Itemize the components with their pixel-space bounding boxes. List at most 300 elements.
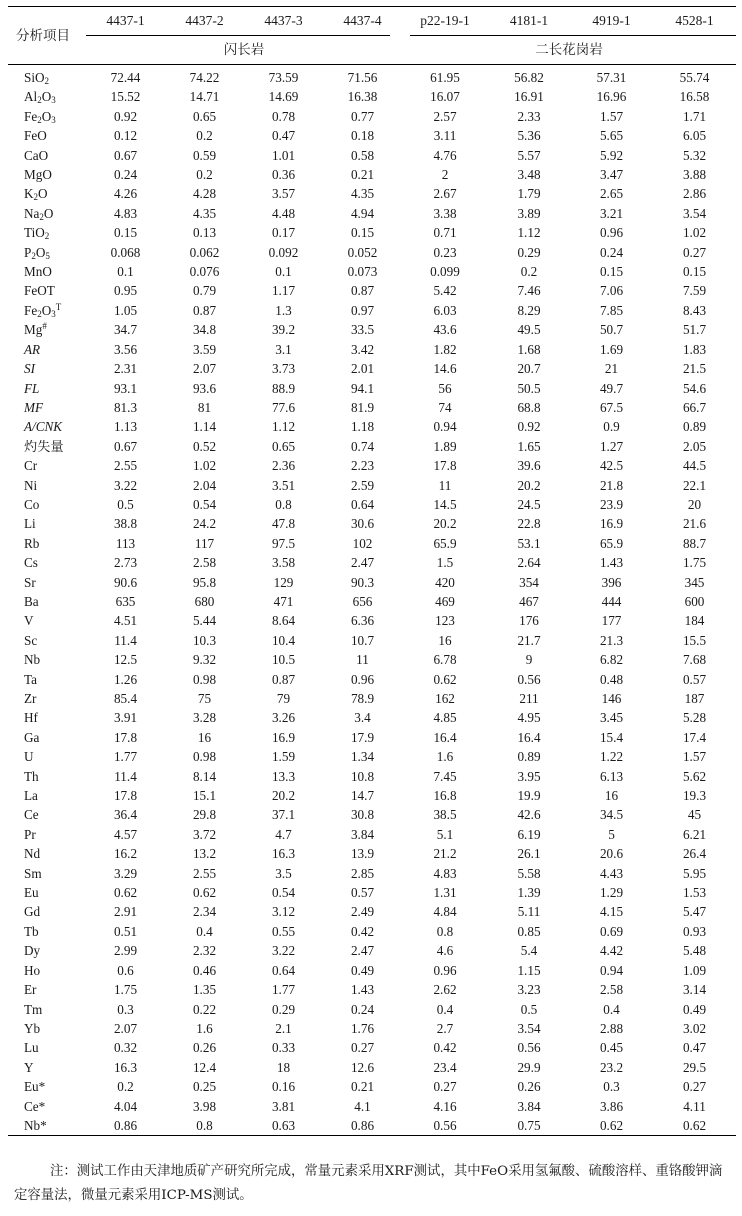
table-cell: 1.01: [271, 147, 296, 163]
table-cell: 5.48: [682, 943, 707, 959]
table-cell: 600: [684, 593, 705, 609]
table-row: [8, 941, 736, 960]
table-cell: 0.56: [517, 671, 541, 687]
table-cell: 81.3: [113, 399, 138, 415]
table-cell: 3.81: [271, 1098, 296, 1114]
table-cell: 11: [438, 477, 452, 493]
table-cell: 1.17: [271, 283, 296, 299]
table-cell: 81: [197, 399, 212, 415]
table-row: [8, 708, 736, 727]
table-cell: 0.86: [323, 1116, 402, 1136]
table-row: [8, 883, 736, 902]
table-cell: 0.2: [196, 128, 213, 144]
table-body: [8, 65, 736, 1136]
table-cell: 0.49: [350, 962, 375, 978]
table-row: [8, 398, 736, 417]
table-cell: 184: [684, 613, 705, 629]
table-cell: 16.07: [430, 89, 460, 105]
table-cell: 0.8: [165, 1116, 244, 1136]
table-cell: 13.2: [192, 846, 217, 862]
table-cell: 16.3: [271, 846, 296, 862]
table-cell: 20.6: [599, 846, 624, 862]
table-cell: 3.47: [599, 167, 624, 183]
row-label: Li: [24, 516, 36, 532]
table-row: [8, 534, 736, 553]
table-cell: 29.8: [192, 807, 217, 823]
table-cell: 1.68: [517, 341, 541, 357]
table-cell: 24.5: [517, 496, 541, 512]
table-cell: 10.5: [271, 652, 296, 668]
table-cell: 345: [684, 574, 705, 590]
table-row: [8, 902, 736, 921]
table-cell: 0.33: [271, 1040, 296, 1056]
table-cell: 73.59: [268, 70, 299, 85]
table-cell: 4.84: [433, 904, 457, 920]
table-cell: 17.8: [113, 729, 138, 745]
table-cell: 2.62: [433, 982, 457, 998]
table-cell: 7.45: [433, 768, 457, 784]
table-cell: 5.42: [433, 283, 457, 299]
table-cell: 21.8: [599, 477, 624, 493]
row-label: V: [24, 613, 34, 629]
table-cell: 0.45: [599, 1040, 624, 1056]
table-cell: 4.83: [113, 205, 138, 221]
table-cell: 29.9: [517, 1059, 541, 1075]
table-cell: 47.8: [271, 516, 296, 532]
row-label: MnO: [24, 264, 52, 280]
table-cell: 3.57: [271, 186, 296, 202]
row-label: $Fe_2O_3^T$: [24, 301, 62, 319]
table-cell: 0.24: [350, 1001, 375, 1017]
table-cell: 3.48: [517, 167, 541, 183]
table-cell: 0.22: [192, 1001, 217, 1017]
table-cell: 2.59: [350, 477, 375, 493]
table-cell: 0.8: [275, 496, 292, 512]
table-cell: 11.4: [114, 768, 137, 784]
table-row: [8, 146, 736, 165]
table-cell: 77.6: [271, 399, 296, 415]
table-cell: 53.1: [517, 535, 541, 551]
table-cell: 2.47: [350, 943, 375, 959]
table-cell: 211: [519, 691, 539, 706]
table-cell: 3.88: [682, 167, 707, 183]
table-cell: 0.62: [653, 1116, 736, 1136]
table-cell: 93.6: [192, 380, 217, 396]
table-cell: 2.32: [192, 943, 217, 959]
table-row: [8, 689, 736, 708]
table-cell: 1.79: [517, 186, 541, 202]
table-cell: 4.83: [433, 865, 457, 881]
table-cell: 113: [115, 535, 136, 551]
table-cell: 471: [273, 593, 294, 609]
table-cell: 1.65: [517, 438, 541, 454]
table-cell: 3.11: [433, 128, 457, 144]
row-label: Hf: [24, 710, 38, 726]
table-cell: 20.2: [517, 477, 541, 493]
row-label: Ta: [24, 671, 37, 687]
table-cell: 0.32: [113, 1040, 138, 1056]
table-cell: 95.8: [192, 574, 217, 590]
table-row: [8, 281, 736, 300]
table-cell: 88.9: [271, 380, 296, 396]
table-cell: 2.23: [350, 458, 375, 474]
sample-header: 4437-1: [86, 7, 165, 36]
table-cell: 0.1: [117, 264, 134, 280]
table-row: [8, 301, 736, 320]
table-cell: 2.04: [192, 477, 217, 493]
table-cell: 3.86: [599, 1098, 624, 1114]
table-cell: 0.4: [603, 1001, 620, 1017]
table-cell: 0.74: [350, 438, 375, 454]
table-row: [8, 825, 736, 844]
table-cell: 0.2: [117, 1079, 134, 1095]
table-cell: 1.53: [682, 885, 707, 901]
table-cell: 1.3: [275, 302, 292, 318]
table-row: [8, 340, 736, 359]
table-cell: 3.14: [682, 982, 707, 998]
table-cell: 0.94: [433, 419, 457, 435]
table-cell: 1.39: [517, 885, 541, 901]
table-cell: 0.5: [520, 1001, 538, 1017]
table-cell: 8.43: [682, 302, 707, 318]
row-label: Co: [24, 496, 40, 512]
table-cell: 2.99: [113, 943, 138, 959]
sample-header: 4181-1: [488, 7, 570, 36]
table-cell: 16.9: [599, 516, 624, 532]
table-row: [8, 1000, 736, 1019]
table-cell: 2.55: [192, 865, 217, 881]
table-cell: 36.4: [113, 807, 138, 823]
table-cell: 0.52: [192, 438, 217, 454]
table-cell: 88.7: [682, 535, 707, 551]
sample-header: 4919-1: [570, 7, 653, 36]
table-cell: 1.09: [682, 962, 707, 978]
table-cell: 3.95: [517, 768, 541, 784]
table-cell: 1.82: [433, 341, 457, 357]
table-row: [8, 456, 736, 475]
row-label: Sc: [24, 632, 38, 648]
table-cell: 420: [435, 574, 455, 590]
table-cell: 0.062: [189, 244, 220, 260]
table-cell: 1.35: [192, 982, 217, 998]
table-cell: 26.1: [517, 846, 541, 862]
table-cell: 3.12: [271, 904, 296, 920]
table-cell: 16: [438, 632, 452, 648]
table-cell: 21: [604, 361, 619, 377]
table-cell: 0.092: [268, 244, 299, 260]
table-cell: 94.1: [350, 380, 375, 396]
table-cell: 3.73: [271, 361, 296, 377]
table-cell: 4.26: [113, 186, 138, 202]
table-cell: 1.22: [599, 749, 624, 765]
row-label: Sm: [24, 865, 42, 881]
table-cell: 0.42: [350, 923, 375, 939]
table-cell: 14.6: [433, 361, 457, 377]
table-cell: 7.59: [682, 283, 707, 299]
table-cell: 3.38: [433, 205, 457, 221]
table-cell: 14.71: [189, 89, 220, 105]
table-cell: 38.5: [433, 807, 457, 823]
table-cell: 7.68: [682, 652, 707, 668]
table-cell: 22.1: [682, 477, 707, 493]
row-label: U: [24, 749, 34, 765]
table-cell: 176: [519, 613, 539, 629]
table-cell: 21.5: [682, 361, 707, 377]
sample-header: 4528-1: [653, 7, 736, 36]
table-cell: 2: [441, 167, 449, 183]
table-cell: 3.56: [113, 341, 138, 357]
table-cell: 20.7: [517, 361, 541, 377]
row-label: FL: [24, 380, 40, 396]
table-cell: 13.3: [271, 768, 296, 784]
table-row: [8, 1077, 736, 1096]
table-cell: 0.62: [433, 671, 457, 687]
table-row: [8, 243, 736, 262]
table-cell: 0.78: [271, 108, 296, 124]
table-cell: 0.95: [113, 283, 138, 299]
table-cell: 0.29: [271, 1001, 296, 1017]
table-cell: 177: [601, 613, 622, 629]
table-cell: 0.16: [271, 1079, 296, 1095]
table-cell: 0.59: [192, 147, 217, 163]
table-cell: 0.67: [113, 147, 138, 163]
table-cell: 66.7: [682, 399, 707, 415]
table-cell: 10.7: [350, 632, 375, 648]
table-row: [8, 126, 736, 145]
table-cell: 0.69: [599, 923, 624, 939]
table-cell: 1.31: [433, 885, 457, 901]
table-cell: 93.1: [113, 380, 138, 396]
sample-header: 4437-4: [323, 7, 402, 36]
table-cell: 0.64: [271, 962, 296, 978]
table-cell: 68.8: [517, 399, 541, 415]
table-cell: 85.4: [113, 691, 138, 706]
table-row: [8, 437, 736, 456]
table-cell: 17.9: [350, 729, 375, 745]
group-label: 二长花岗岩: [535, 42, 603, 57]
table-cell: 0.1: [275, 264, 292, 280]
table-cell: 0.099: [430, 264, 460, 280]
table-cell: 0.87: [271, 671, 296, 687]
table-cell: 1.59: [271, 749, 296, 765]
table-cell: 6.82: [599, 652, 624, 668]
table-cell: 4.94: [350, 205, 375, 221]
table-cell: 5.4: [520, 943, 538, 959]
table-cell: 0.26: [517, 1079, 541, 1095]
table-cell: 0.3: [603, 1079, 620, 1095]
table-cell: 3.02: [682, 1020, 707, 1036]
table-cell: 33.5: [350, 322, 375, 338]
table-cell: 3.22: [271, 943, 296, 959]
table-cell: 1.75: [113, 982, 138, 998]
table-cell: 1.57: [599, 108, 624, 124]
table-cell: 0.92: [113, 108, 138, 124]
table-cell: 0.8: [436, 923, 454, 939]
table-cell: 6.03: [433, 302, 457, 318]
table-cell: 12.4: [192, 1059, 217, 1075]
table-row: [8, 592, 736, 611]
table-row: [8, 379, 736, 398]
table-cell: 0.96: [350, 671, 375, 687]
table-cell: 0.6: [117, 962, 134, 978]
table-cell: 1.83: [682, 341, 707, 357]
table-cell: 0.17: [271, 225, 296, 241]
table-row: [8, 1097, 736, 1116]
table-cell: 16.3: [113, 1059, 138, 1075]
table-cell: 21.6: [682, 516, 707, 532]
table-cell: 14.7: [350, 788, 375, 804]
table-cell: 71.56: [347, 70, 378, 85]
table-cell: 17.8: [433, 458, 457, 474]
table-cell: 12.5: [113, 652, 138, 668]
table-footnote: 注：测试工作由天津地质矿产研究所完成，常量元素采用XRF测试，其中FeO采用氢氟酸、硫酸溶样、重铬酸钾滴定容量法，微量元素采用ICP-MS测试。: [14, 1164, 723, 1203]
table-cell: 354: [519, 574, 539, 590]
table-cell: 0.27: [682, 1079, 707, 1095]
table-cell: 45: [687, 807, 702, 823]
row-label: FeO: [24, 128, 47, 144]
table-cell: 0.27: [433, 1079, 457, 1095]
table-cell: 3.54: [682, 205, 707, 221]
table-cell: 0.98: [192, 749, 217, 765]
table-cell: 90.3: [350, 574, 375, 590]
table-cell: 6.13: [599, 768, 624, 784]
table-cell: 0.51: [113, 923, 138, 939]
row-label: $Fe_2O_3$: [24, 108, 56, 125]
table-cell: 1.34: [350, 749, 375, 765]
table-cell: 1.14: [192, 419, 217, 435]
table-cell: 5.95: [682, 865, 707, 881]
table-row: [8, 359, 736, 378]
table-cell: 21.2: [433, 846, 457, 862]
table-cell: 0.77: [350, 108, 375, 124]
table-cell: 0.3: [117, 1001, 134, 1017]
table-cell: 0.5: [117, 496, 134, 512]
table-cell: 0.89: [682, 419, 707, 435]
table-cell: 469: [435, 593, 455, 609]
table-cell: 3.42: [350, 341, 375, 357]
table-cell: 0.79: [192, 283, 217, 299]
table-cell: 0.42: [433, 1040, 457, 1056]
table-cell: 0.48: [599, 671, 624, 687]
table-cell: 0.2: [520, 264, 538, 280]
table-cell: 61.95: [430, 70, 460, 85]
table-cell: 3.5: [275, 865, 292, 881]
table-cell: 6.36: [350, 613, 375, 629]
group-header-diorite: [86, 35, 402, 65]
table-cell: 8.29: [517, 302, 541, 318]
group-header-granite: [402, 35, 736, 65]
table-cell: 0.96: [433, 962, 457, 978]
table-cell: 22.8: [517, 516, 541, 532]
table-cell: 0.93: [682, 923, 707, 939]
table-cell: 56: [438, 380, 452, 396]
table-cell: 5.36: [517, 128, 541, 144]
table-cell: 1.26: [113, 671, 138, 687]
table-cell: 635: [115, 593, 136, 609]
row-label: A/CNK: [24, 419, 63, 435]
sample-header: 4437-2: [165, 7, 244, 36]
table-cell: 1.05: [113, 302, 138, 318]
table-cell: 4.15: [599, 904, 624, 920]
table-cell: 50.7: [599, 322, 624, 338]
table-cell: 5.11: [517, 904, 541, 920]
table-cell: 20.2: [271, 788, 296, 804]
table-cell: 2.07: [113, 1020, 138, 1036]
row-label: Th: [24, 768, 39, 784]
row-label: Yb: [24, 1020, 41, 1036]
geochem-table: [8, 6, 736, 1136]
table-cell: 0.4: [196, 923, 213, 939]
table-cell: 1.6: [196, 1020, 213, 1036]
table-cell: 57.31: [596, 70, 627, 85]
table-cell: 2.67: [433, 186, 457, 202]
row-label: FeOT: [24, 283, 55, 299]
table-cell: 1.69: [599, 341, 624, 357]
table-cell: 2.88: [599, 1020, 624, 1036]
sample-header: 4437-3: [244, 7, 323, 36]
table-row: [8, 631, 736, 650]
table-cell: 3.54: [517, 1020, 541, 1036]
table-cell: 0.98: [192, 671, 217, 687]
table-cell: 16.8: [433, 788, 457, 804]
table-cell: 0.27: [682, 244, 707, 260]
table-row: [8, 417, 736, 436]
table-cell: 4.51: [113, 613, 138, 629]
row-label: Gd: [24, 904, 41, 920]
table-cell: 0.23: [433, 244, 457, 260]
table-cell: 78.9: [350, 691, 375, 706]
table-cell: 16.38: [347, 89, 378, 105]
table-cell: 2.55: [113, 458, 138, 474]
table-cell: 2.64: [517, 555, 541, 571]
table-cell: 0.87: [192, 302, 217, 318]
row-label: Sr: [24, 574, 36, 590]
table-cell: 0.65: [192, 108, 217, 124]
table-cell: 656: [352, 593, 373, 609]
table-cell: 0.25: [192, 1079, 217, 1095]
table-cell: 26.4: [682, 846, 707, 862]
table-cell: 19.3: [682, 788, 707, 804]
table-row: [8, 1019, 736, 1038]
table-cell: 43.6: [433, 322, 457, 338]
row-label: Ni: [24, 477, 38, 493]
row-label: $P_2O_5$: [24, 244, 50, 261]
table-cell: 2.31: [113, 361, 138, 377]
table-cell: 0.57: [682, 671, 707, 687]
row-label: $Na_2O$: [24, 205, 54, 222]
table-cell: 396: [601, 574, 622, 590]
table-cell: 5.57: [517, 147, 541, 163]
table-cell: 3.21: [599, 205, 624, 221]
table-cell: 0.2: [196, 167, 213, 183]
table-cell: 2.65: [599, 186, 624, 202]
table-cell: 4.35: [350, 186, 375, 202]
table-cell: 3.84: [517, 1098, 541, 1114]
table-cell: 1.75: [682, 555, 707, 571]
table-row: [8, 786, 736, 805]
row-label: Nb*: [8, 1116, 86, 1136]
table-cell: 0.97: [350, 302, 375, 318]
table-cell: 1.6: [436, 749, 454, 765]
row-label: Ce*: [24, 1098, 46, 1114]
table-cell: 0.64: [350, 496, 375, 512]
table-cell: 0.4: [436, 1001, 454, 1017]
table-cell: 5.32: [682, 147, 707, 163]
table-row: [8, 611, 736, 630]
table-row: [8, 767, 736, 786]
table-cell: 16.96: [596, 89, 627, 105]
table-cell: 10.3: [192, 632, 217, 648]
